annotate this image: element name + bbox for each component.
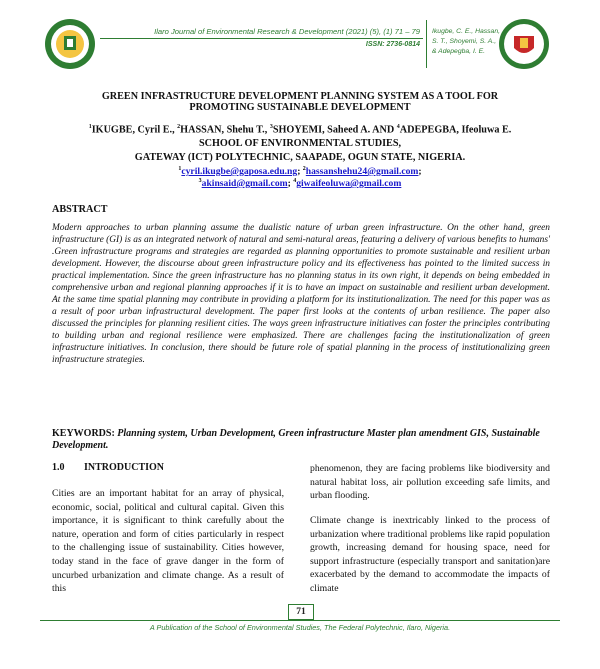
author-name: SHOYEMI, Saheed A. AND (272, 124, 395, 136)
paper-title-line-1: GREEN INFRASTRUCTURE DEVELOPMENT PLANNING SYSTEM AS A TOOL FOR (101, 91, 499, 102)
affiliation-marker: 4 (396, 124, 400, 130)
journal-citation: Ilaro Journal of Environmental Research & Development (2021) (5), (1) 71 – 79 (154, 27, 420, 36)
author-name: ADEPEGBA, Ifeoluwa E. (399, 124, 512, 136)
email-separator: ; (287, 178, 291, 190)
header-rule (100, 38, 423, 39)
intro-paragraph: Climate change is inextricably linked to the process of urbanization where traditional problems like rapid population growth, increasing demand for housing space, need for support infrastructure (especially transport and sanitation)are exacerbated by the demand to accommodate the impacts of climate (310, 515, 550, 594)
school-affiliation: SCHOOL OF ENVIRONMENTAL STUDIES, (198, 138, 402, 149)
footer-publication: A Publication of the School of Environmental Studies, The Federal Polytechnic, Ilaro, Nigeria. (149, 623, 451, 632)
paper-title-line-2: PROMOTING SUSTAINABLE DEVELOPMENT (189, 102, 411, 113)
email-marker: 1 (178, 166, 182, 172)
section-heading-introduction (52, 462, 164, 473)
affiliation-marker: 3 (269, 124, 273, 130)
author-name: IKUGBE, Cyril E., (91, 124, 175, 136)
email-marker: 2 (302, 166, 306, 172)
email-separator: ; (418, 166, 422, 178)
running-authors-line: Ikugbe, C. E., Hassan, (432, 28, 501, 35)
author-email-link[interactable]: hassanshehu24@gmail.com (305, 166, 419, 178)
school-crest-logo-right (498, 18, 550, 70)
footer-rule (40, 620, 560, 621)
running-authors-line: & Adepegba, I. E. (432, 48, 486, 55)
running-authors (432, 27, 500, 57)
affiliation-marker: 2 (177, 124, 181, 130)
author-name: HASSAN, Shehu T., (180, 124, 268, 136)
page-number: 71 (288, 604, 314, 620)
polytechnic-logo-left (44, 18, 96, 70)
header-divider (426, 20, 427, 68)
author-email-link[interactable]: giwaifeoluwa@gmail.com (296, 178, 402, 190)
affiliation-marker: 1 (88, 124, 92, 130)
keywords-label: KEYWORDS: (52, 428, 115, 439)
running-authors-line: S. T., Shoyemi, S. A., (432, 38, 497, 45)
issn-label: ISSN: 2736-0814 (365, 41, 420, 48)
abstract-body: Modern approaches to urban planning assume the dualistic nature of urban green infrastructure. On the other hand, green infrastructure (GI) is as an integrated network of natural and semi-natural areas, featuring a delivery of various benefits to humans' .Green infrastructure programs and strategies are regarded as planning opportunities to promote sustainable and resilient urban development. However, the discourse about green infrastructure policy and its effectiveness has pointed to the limited success in practical implementation. Since the green infrastructure has no planning status in its own right, it depends on being embedded in comprehensive urban and regional planning approaches if it is to have an impact on sustainable and resilient urban development. At the same time spatial planning may contribute in providing a platform for its institutionalization. The need for this paper was as a result of poor urban infrastructural development. The paper first looks at the contents of urban resilience. The paper also discussed the principles for planning resilient cities. The ways green infrastructure initiatives can foster the principles contributing to building urban and regional resilience were emphasized. There are challenges facing the institutionalization of green infrastructure initiatives. In conclusion, there should be future role of spatial planning in the process of institutionalizing green infrastructure strategies. (52, 223, 550, 365)
email-line-2 (40, 178, 560, 189)
intro-paragraph: Cities are an important habitat for an array of physical, economic, social, political and cultural capital. Given this importance, it is significant to think carefully about the nature, operation and form of cities particularly in respect to the challenging issue of sustainability. Cities however, today stand in the face of grave danger in the form of uncurbed urbanization and climate change. As a result of this (52, 488, 284, 595)
email-marker: 3 (198, 178, 202, 184)
author-email-link[interactable]: cyril.ikugbe@gaposa.edu.ng (181, 166, 298, 178)
intro-paragraph: phenomenon, they are facing problems like biodiversity and natural habitat loss, air pollution exceeding safe limits, and urban flooding. (310, 463, 550, 502)
institution-affiliation: GATEWAY (ICT) POLYTECHNIC, SAAPADE, OGUN STATE, NIGERIA. (134, 152, 466, 163)
section-number: 1.0 (52, 462, 65, 473)
author-email-link[interactable]: akinsaid@gmail.com (201, 178, 288, 190)
email-separator: ; (297, 166, 301, 178)
author-list (40, 124, 560, 135)
keywords (52, 428, 550, 452)
abstract-heading: ABSTRACT (52, 204, 108, 215)
email-line-1 (40, 166, 560, 177)
email-marker: 4 (293, 178, 297, 184)
section-title: INTRODUCTION (84, 462, 165, 473)
keywords-text: Planning system, Urban Development, Green infrastructure Master plan amendment GIS, Sustainable Development. (52, 428, 540, 451)
